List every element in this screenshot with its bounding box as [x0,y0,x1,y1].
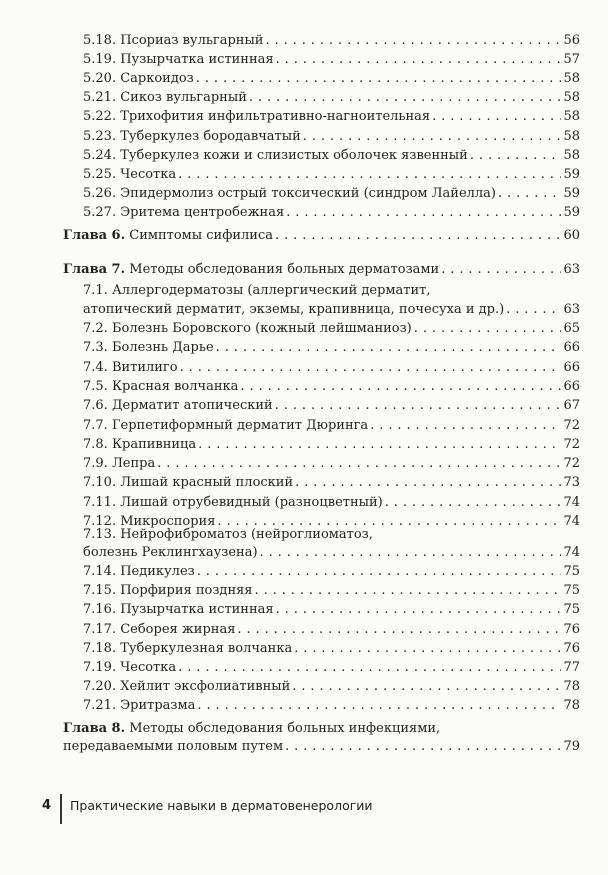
toc-entry-label: 5.20. Саркоидоз [83,71,194,87]
toc-entry-label: болезнь Реклингхаузена) [83,545,258,560]
toc-entry-label: 5.23. Туберкулез бородавчатый [83,128,301,144]
toc-entry-page: 76 [563,640,580,656]
toc-entry [83,437,580,453]
toc-entry-label: 7.16. Пузырчатка истинная [83,602,274,618]
dot-leader [240,379,561,395]
toc-entry-label: 7.18. Туберкулезная волчанка [83,640,293,656]
dot-leader [414,321,562,337]
dot-leader [265,33,561,49]
dot-leader [275,228,561,244]
toc-entry [83,698,580,714]
toc-entry [83,602,580,618]
dot-leader [196,71,562,87]
chapter-prefix: Глава 8. [63,721,126,736]
toc-entry [83,641,580,657]
toc-entry-label: 7.21. Эритразма [83,698,196,714]
toc-entry-label: 5.25. Чесотка [83,166,177,182]
toc-entry-label: 7.7. Герпетиформный дерматит Дюринга [83,417,369,433]
toc-entry-label: 7.14. Педикулез [83,564,195,579]
dot-leader [178,167,561,183]
toc-entry-label: 5.22. Трихофития инфильтративно-нагноительная [83,109,431,125]
dot-leader [370,418,561,434]
dot-leader [441,262,561,278]
dot-leader [385,495,562,511]
dot-leader [255,583,562,599]
toc-entry-label: 5.26. Эпидермолиз острый токсический (синдром Лайелла) [83,185,496,201]
toc-entry [83,129,580,145]
toc-entry [83,679,580,695]
toc-entry-page: 74 [563,545,580,560]
dot-leader [470,148,562,164]
toc-entry-page: 58 [563,109,580,125]
dot-leader [276,602,562,618]
toc-entry-page: 59 [563,185,580,201]
toc-entry-label: 7.3. Болезнь Дарье [83,340,214,356]
toc-entry-label: 7.19. Чесотка [83,660,177,675]
dot-leader [216,340,562,356]
dot-leader [294,641,561,657]
toc-entry-page: 66 [563,340,580,356]
toc-entry-label: 5.21. Сикоз вульгарный [83,90,247,106]
dot-leader [157,456,561,472]
toc-entry-label: 7.11. Лишай отрубевидный (разноцветный) [83,494,383,510]
toc-entry-page: 73 [563,475,580,491]
toc-entry-label: атопический дерматит, экземы, крапивница, почесуха и др.) [83,302,505,317]
toc-entry-page: 56 [563,33,580,48]
toc-entry-label: 5.19. Пузырчатка истинная [83,52,274,68]
footer-divider [60,794,62,824]
toc-entry [83,109,580,125]
toc-entry-page: 67 [563,398,580,414]
toc-entry-label: 5.27. Эритема центробежная [83,204,285,220]
toc-entry-label: 7.6. Дерматит атопический [83,398,273,414]
toc-entry [63,262,580,278]
toc-entry-page: 74 [563,514,580,529]
toc-entry-page: 72 [563,436,580,452]
dot-leader [178,660,561,676]
toc-entry-page: 58 [563,90,580,106]
toc-entry [83,475,580,491]
toc-entry-page: 63 [563,262,580,277]
toc-entry [83,340,580,356]
toc-entry [63,228,580,244]
toc-entry-page: 76 [563,621,580,637]
toc-entry-label: 7.4. Витилиго [83,359,178,375]
footer-book-title: Практические навыки в дерматовенерологии [70,798,373,813]
chapter-prefix: Глава 6. [63,228,126,243]
dot-leader [432,109,561,125]
toc-entry [63,739,580,755]
toc-entry-page: 78 [563,698,580,714]
toc-entry-label: 5.24. Туберкулез кожи и слизистых оболочек язвенный [83,147,468,163]
toc-entry-label: 7.17. Себорея жирная [83,621,236,637]
toc-entry-label: Глава 7. Методы обследования больных дерматозами [63,262,440,277]
toc-entry [83,379,580,395]
toc-entry-label: передаваемыми половым путем [63,739,284,754]
toc-entry [83,167,580,183]
toc-entry-label-line: Глава 8. Методы обследования больных инфекциями, [63,721,441,736]
toc-entry [83,33,580,49]
toc-entry-page: 65 [563,321,580,336]
toc-entry-label: 7.8. Крапивница [83,436,197,452]
toc-entry [83,495,580,511]
toc-entry-page: 72 [563,456,580,472]
toc-entry-page: 58 [563,71,580,87]
dot-leader [249,90,562,106]
toc-entry-label-line: 7.1. Аллергодерматозы (аллергический дерматит, [83,283,431,298]
toc-entry [83,321,580,337]
dot-leader [198,437,561,453]
toc-entry-page: 58 [563,128,580,144]
toc-entry-label: 7.2. Болезнь Боровского (кожный лейшманиоз) [83,321,412,336]
toc-entry [83,398,580,414]
toc-entry-page: 59 [563,166,580,182]
toc-entry-label: 7.20. Хейлит эксфолиативный [83,679,291,695]
toc-entry-page: 59 [563,204,580,220]
dot-leader [285,739,561,755]
toc-entry [83,186,580,202]
toc-entry [83,360,580,376]
toc-entry-page: 57 [563,52,580,68]
toc-entry [83,71,580,87]
dot-leader [276,52,562,68]
toc-entry [83,90,580,106]
dot-leader [197,698,561,714]
dot-leader [303,129,562,145]
dot-leader [498,186,561,202]
footer-page-number: 4 [42,798,52,813]
toc-entry-label: 7.10. Лишай красный плоский [83,475,294,491]
dot-leader [292,679,561,695]
dot-leader [260,545,562,561]
toc-entry-page: 75 [563,583,580,599]
toc-entry-label-line: 7.13. Нейрофиброматоз (нейроглиоматоз, [83,527,373,542]
toc-entry [83,622,580,638]
dot-leader [295,475,561,491]
dot-leader [237,622,561,638]
toc-entry-page: 75 [563,602,580,618]
toc-entry-label: 7.5. Красная волчанка [83,378,239,394]
dot-leader [275,398,562,414]
toc-entry-page: 63 [563,302,580,317]
toc-entry-page: 74 [563,494,580,510]
toc-entry-page: 77 [563,660,580,675]
toc-entry-page: 75 [563,564,580,579]
toc-entry-page: 58 [563,147,580,163]
toc-entry-label: 5.18. Псориаз вульгарный [83,33,264,48]
toc-entry-label: 7.9. Лепра [83,456,156,472]
toc-entry-label: 7.12. Микроспория [83,514,216,529]
toc-entry-page: 66 [563,359,580,375]
dot-leader [286,205,561,221]
toc-entry [83,564,580,580]
dot-leader [180,360,562,376]
toc-entry [83,148,580,164]
dot-leader [506,302,561,318]
toc-entry-page: 78 [563,679,580,695]
toc-entry-label: 7.15. Порфирия поздняя [83,583,253,599]
toc-entry [83,418,580,434]
toc-entry [83,302,580,318]
dot-leader [197,564,562,580]
toc-entry-label: Глава 6. Симптомы сифилиса [63,228,273,243]
toc-entry [83,205,580,221]
toc-entry-page: 66 [563,378,580,394]
toc-entry-page: 79 [563,739,580,754]
toc-entry [83,660,580,676]
chapter-prefix: Глава 7. [63,262,126,277]
toc-entry [83,52,580,68]
toc-entry [83,545,580,561]
toc-entry-page: 60 [563,228,580,243]
toc-entry [83,456,580,472]
toc-entry [83,583,580,599]
toc-entry-page: 72 [563,417,580,433]
